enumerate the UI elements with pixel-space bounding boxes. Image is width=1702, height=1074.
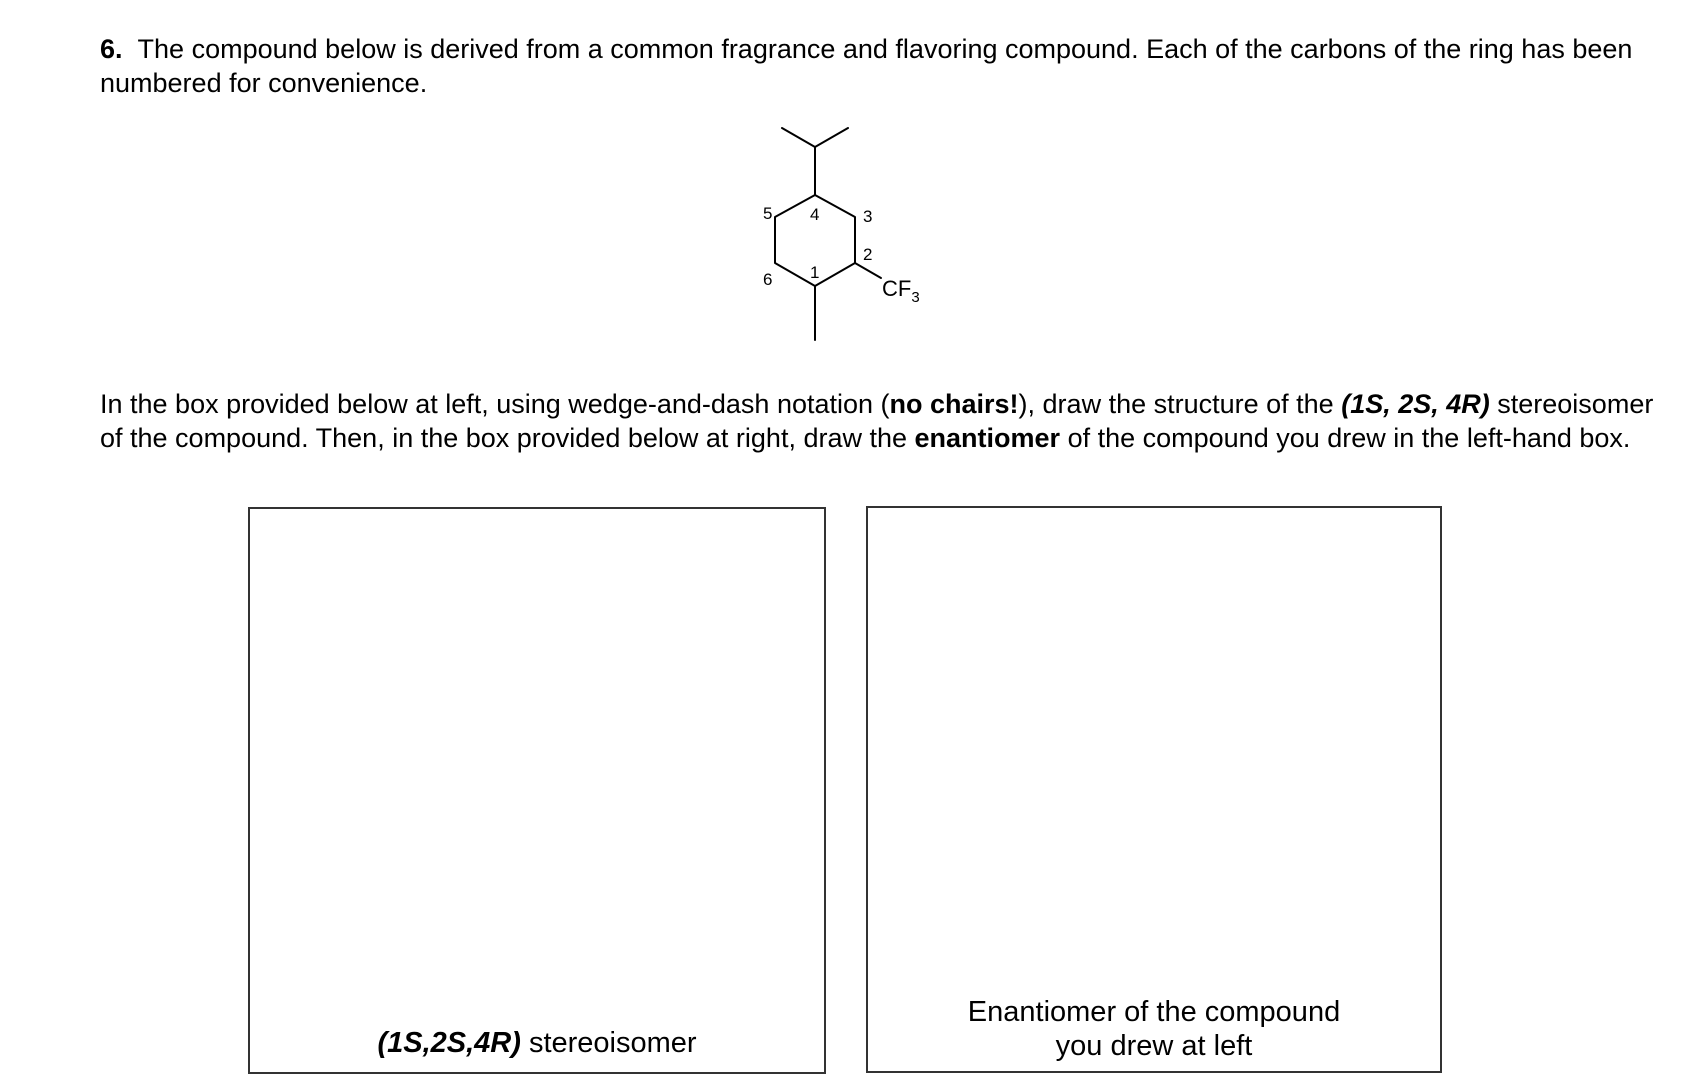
left-caption-descriptor: (1S,2S,4R) bbox=[377, 1027, 521, 1059]
cf3-main: CF bbox=[882, 276, 912, 301]
right-box-caption bbox=[868, 995, 1440, 1063]
ring-label-6: 6 bbox=[763, 270, 773, 289]
isopropyl-left-bond bbox=[782, 128, 815, 147]
left-caption-rest: stereoisomer bbox=[520, 1027, 697, 1059]
chemical-structure bbox=[730, 118, 970, 348]
question-text bbox=[100, 32, 1660, 100]
isopropyl-right-bond bbox=[815, 128, 848, 147]
question-number: 6. bbox=[100, 34, 123, 64]
instr-part-7: of the compound you drew in the left-hand box. bbox=[1060, 423, 1631, 453]
ring-label-1: 1 bbox=[810, 263, 820, 282]
ring-numbers bbox=[763, 204, 872, 289]
left-box-caption bbox=[250, 1026, 824, 1060]
cf3-bond bbox=[855, 263, 881, 278]
ring-label-3: 3 bbox=[863, 207, 873, 226]
instructions-text bbox=[100, 387, 1660, 455]
instr-enantiomer: enantiomer bbox=[914, 423, 1061, 453]
right-caption-line-2: you drew at left bbox=[1055, 1030, 1253, 1062]
right-answer-box[interactable] bbox=[866, 506, 1442, 1073]
right-caption-line-1: Enantiomer of the compound bbox=[967, 996, 1341, 1028]
cf3-subscript: 3 bbox=[911, 289, 920, 306]
cf3-label bbox=[882, 276, 920, 306]
ring-label-2: 2 bbox=[863, 245, 873, 264]
instr-no-chairs: no chairs! bbox=[889, 389, 1019, 419]
ring-label-4: 4 bbox=[810, 205, 820, 224]
instr-part-3: ), draw the structure of the bbox=[1018, 389, 1342, 419]
left-answer-box[interactable] bbox=[248, 507, 826, 1074]
instr-part-5: stereoisomer of the compound. Then, in the box provided below at right, draw the bbox=[100, 389, 1654, 453]
question-body: The compound below is derived from a common fragrance and flavoring compound. Each of the carbons of the ring has been numbered for convenience. bbox=[100, 34, 1633, 98]
instr-part-1: In the box provided below at left, using wedge-and-dash notation ( bbox=[100, 389, 890, 419]
instr-stereo-descriptor: (1S, 2S, 4R) bbox=[1341, 389, 1490, 419]
ring-label-5: 5 bbox=[763, 204, 773, 223]
structure-bonds bbox=[775, 128, 881, 340]
